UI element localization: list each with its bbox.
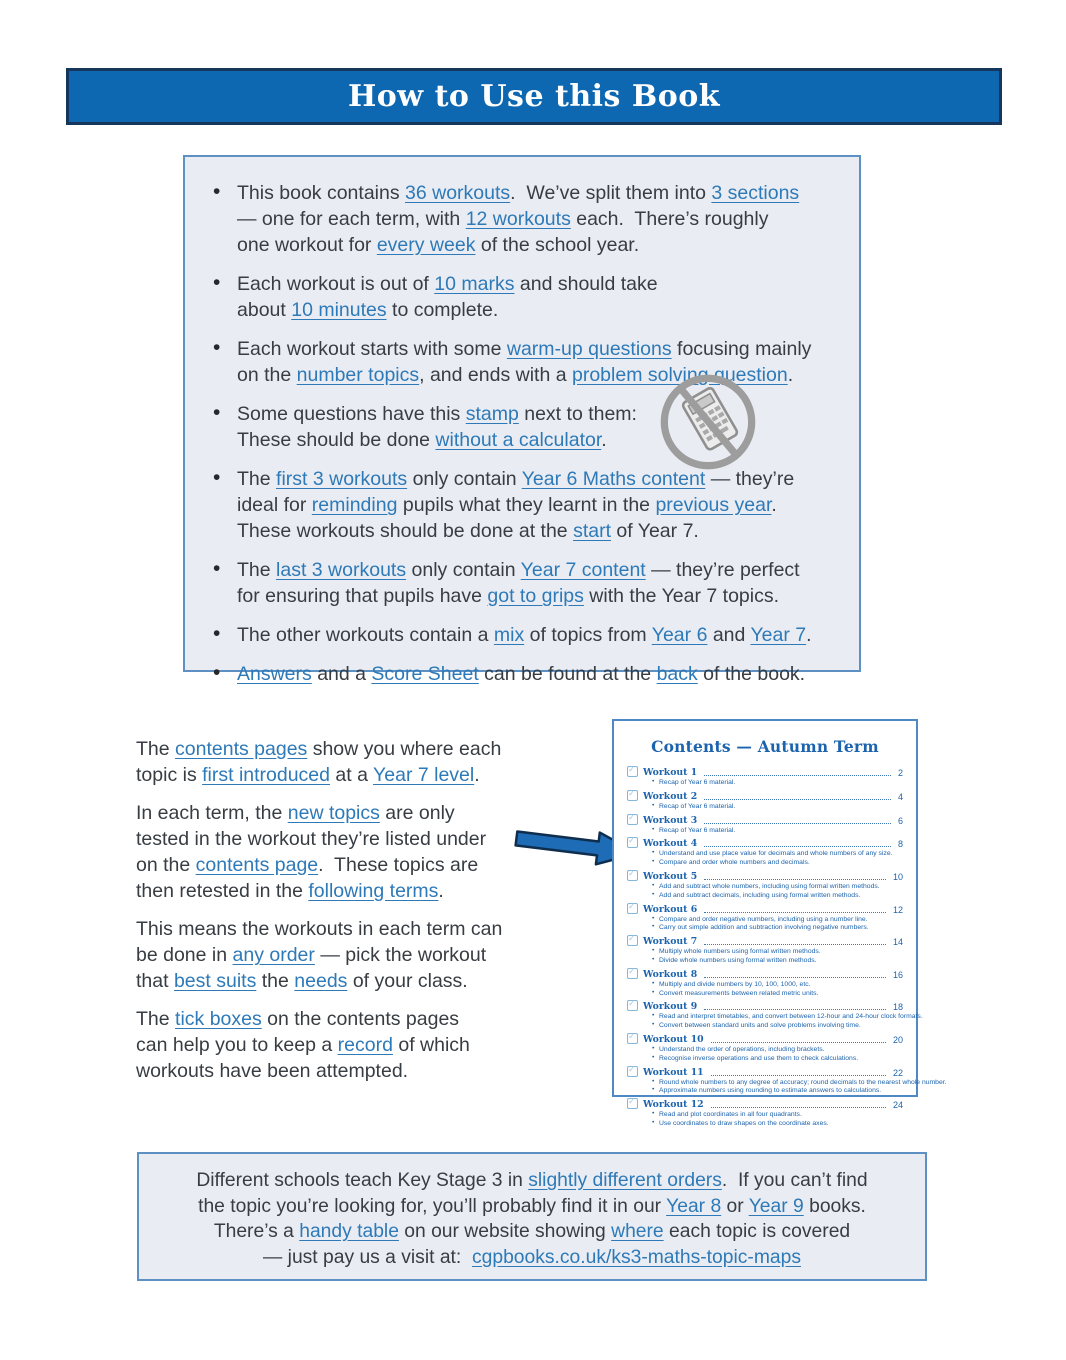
workout-page-number: 2	[897, 768, 903, 778]
workout-title: Workout 8	[643, 968, 698, 980]
workout-topics	[652, 1078, 947, 1097]
workout-title: Workout 10	[643, 1033, 704, 1045]
topic-item: • Approximate numbers using rounding to estimate answers to calculations.	[652, 1087, 903, 1096]
workout-row	[627, 1030, 903, 1045]
dotted-leader	[704, 1009, 886, 1010]
text-run: of the school year.	[475, 234, 640, 256]
workout-topics	[652, 948, 903, 966]
workout-title: Workout 12	[643, 1099, 704, 1111]
workout-title: Workout 2	[643, 790, 698, 802]
workout-checkbox[interactable]	[627, 1030, 638, 1044]
workout-page-number: 6	[897, 815, 903, 826]
workout-title: Workout 5	[643, 870, 698, 882]
dotted-leader	[704, 823, 891, 824]
link-text[interactable]: new topics	[287, 802, 380, 824]
checkmark-icon: ✓	[628, 1096, 636, 1107]
link-text[interactable]: 12 workouts	[465, 208, 571, 230]
link-text[interactable]: previous year	[655, 494, 772, 516]
link-text[interactable]: without a calculator	[435, 429, 602, 451]
text-run: , and ends with a	[419, 364, 572, 386]
text-run: next to them:	[518, 403, 637, 425]
text-run: In each term, the	[136, 802, 288, 824]
note-paragraph	[136, 800, 556, 904]
text-run: show you where each	[307, 738, 502, 760]
link-text[interactable]: contents page	[195, 854, 319, 876]
link-text[interactable]: 10 minutes	[291, 299, 387, 321]
link-text[interactable]: number topics	[296, 364, 420, 386]
workout-title: Workout 6	[643, 903, 698, 915]
workout-topics	[652, 1046, 903, 1064]
link-text[interactable]: record	[337, 1034, 393, 1056]
dotted-leader	[704, 977, 886, 978]
link-text[interactable]: Answers	[237, 663, 312, 685]
text-run: — one for each term, with	[237, 208, 466, 230]
text-run: .	[806, 624, 812, 646]
text-run: .	[474, 764, 480, 786]
workout-topics	[652, 850, 903, 868]
bullet-item	[207, 466, 845, 544]
link-text[interactable]: best suits	[173, 970, 257, 992]
text-run: This means the workouts in each term can	[136, 918, 503, 940]
dotted-leader	[711, 1107, 886, 1108]
link-text[interactable]: 10 marks	[434, 273, 515, 295]
link-text[interactable]: problem solving question	[571, 364, 788, 386]
text-run: Different schools teach Key Stage 3 in	[196, 1170, 529, 1191]
checkmark-icon: ✓	[628, 998, 636, 1009]
note-paragraph	[136, 736, 556, 788]
checkmark-icon: ✓	[628, 933, 636, 944]
link-text[interactable]: cgpbooks.co.uk/ks3-maths-topic-maps	[471, 1246, 801, 1268]
text-run: can be found at the	[478, 663, 657, 685]
link-text[interactable]: stamp	[465, 403, 519, 425]
link-text[interactable]: reminding	[311, 494, 398, 516]
workout-title: Workout 1	[643, 767, 698, 778]
workout-row	[627, 935, 903, 947]
link-text[interactable]: first introduced	[202, 764, 331, 786]
text-run: . We’ve split them into	[510, 182, 712, 204]
text-run: for ensuring that pupils have	[237, 585, 488, 607]
workout-checkbox[interactable]	[627, 1063, 638, 1077]
text-run: with the Year 7 topics.	[583, 585, 780, 607]
workout-row	[627, 867, 903, 882]
notes-column	[136, 736, 556, 1096]
topic-item: • Compare and order negative numbers, including using a number line.	[652, 916, 903, 925]
text-run: only contain	[407, 468, 522, 490]
bullet-item	[207, 557, 845, 609]
checkmark-icon: ✓	[628, 867, 636, 878]
link-text[interactable]: Year 7 content	[520, 559, 646, 581]
text-run: books.	[803, 1195, 866, 1217]
text-run: the	[256, 970, 295, 992]
dotted-leader	[711, 1042, 886, 1043]
text-run: The	[237, 559, 277, 581]
topic-item: • Understand the order of operations, including brackets.	[652, 1046, 903, 1055]
text-run: be done in	[136, 944, 233, 966]
text-run: tested in the workout they’re listed under	[136, 828, 487, 850]
text-run: Each workout starts with some	[237, 338, 507, 360]
workout-row	[627, 1063, 903, 1078]
link-text[interactable]: got to grips	[487, 585, 584, 607]
workout-topics	[652, 779, 903, 788]
workout-topics	[652, 1111, 903, 1129]
footer-box	[137, 1152, 927, 1281]
text-run: topic is	[136, 764, 203, 786]
topic-item: • Read and plot coordinates in all four quadrants.	[652, 1111, 903, 1120]
text-run: of Year 7.	[611, 520, 699, 542]
text-run: . If you can’t find	[721, 1170, 868, 1191]
workout-topics	[652, 1013, 923, 1031]
link-text[interactable]: following terms	[308, 880, 439, 902]
link-text[interactable]: Year 6	[651, 624, 708, 646]
text-run: These workouts should be done at the	[237, 520, 574, 542]
text-run: focusing mainly	[671, 338, 812, 360]
workout-checkbox[interactable]	[627, 867, 638, 881]
text-run: The	[136, 738, 176, 760]
text-run: are only	[379, 802, 455, 824]
workout-row	[627, 900, 903, 915]
workout-page-number: 24	[892, 1100, 903, 1111]
link-text[interactable]: needs	[294, 970, 348, 992]
link-text[interactable]: Year 7	[750, 624, 807, 646]
text-run: to complete.	[386, 299, 499, 321]
topic-item: • Recap of Year 6 material.	[652, 827, 903, 836]
text-run: on the contents pages	[261, 1008, 460, 1030]
workout-row	[627, 965, 903, 980]
dotted-leader	[704, 879, 886, 880]
link-text[interactable]: Year 9	[748, 1195, 804, 1217]
link-text[interactable]: any order	[232, 944, 315, 966]
workout-checkbox[interactable]	[627, 1000, 638, 1011]
text-run: — they’re perfect	[645, 559, 800, 581]
workout-row	[627, 837, 903, 849]
dotted-leader	[711, 1075, 886, 1076]
workout-page-number: 8	[897, 839, 903, 850]
link-text[interactable]: mix	[493, 624, 525, 646]
topic-item: • Compare and order whole numbers and decimals.	[652, 859, 903, 868]
text-run: only contain	[406, 559, 521, 581]
text-run: . These topics are	[318, 854, 479, 876]
workout-topics	[652, 883, 903, 901]
text-run: ideal for	[237, 494, 312, 516]
checkmark-icon: ✓	[628, 1030, 636, 1041]
workout-checkbox[interactable]	[627, 965, 638, 979]
workout-checkbox[interactable]	[627, 1098, 638, 1109]
workout-page-number: 12	[892, 904, 903, 915]
contents-list	[627, 764, 947, 1129]
text-run: the topic you’re looking for, you’ll probably find it in our	[198, 1195, 667, 1217]
workout-page-number: 14	[892, 937, 903, 948]
workout-checkbox[interactable]	[627, 787, 638, 801]
text-run: of topics from	[524, 624, 652, 646]
text-run: of your class.	[347, 970, 468, 992]
text-run: and a	[311, 663, 372, 685]
topic-item: • Understand and use place value for decimals and whole numbers of any size.	[652, 850, 903, 859]
workout-checkbox[interactable]	[627, 900, 638, 914]
link-text[interactable]: where	[611, 1221, 664, 1242]
link-text[interactable]: Year 6 Maths content	[521, 468, 706, 490]
header-banner	[66, 68, 1002, 125]
text-run: — they’re	[705, 468, 795, 490]
topic-item: • Recognise inverse operations and use them to check calculations.	[652, 1055, 903, 1064]
text-run: that	[136, 970, 174, 992]
topic-item: • Multiply and divide numbers by 10, 100, 1000, etc.	[652, 981, 903, 990]
workout-title: Workout 3	[643, 814, 698, 826]
text-run: — pick the workout	[314, 944, 487, 966]
text-run: of which	[392, 1034, 470, 1056]
link-text[interactable]: 36 workouts	[405, 182, 511, 204]
link-text[interactable]: Year 7 level	[373, 764, 475, 786]
topic-item: • Multiply whole numbers using formal written methods.	[652, 948, 903, 957]
link-text[interactable]: warm-up questions	[506, 338, 672, 360]
link-text[interactable]: Year 8	[666, 1195, 722, 1217]
workout-checkbox[interactable]	[627, 766, 638, 777]
text-run: .	[601, 429, 607, 451]
workout-title: Workout 4	[643, 838, 698, 850]
text-run: each topic is covered	[663, 1221, 851, 1242]
text-run: each. There’s roughly	[570, 208, 769, 230]
topic-item: • Add and subtract decimals, including using formal written methods.	[652, 892, 903, 901]
workout-checkbox[interactable]	[627, 811, 638, 825]
contents-panel	[612, 719, 947, 1127]
text-run: workouts have been attempted.	[136, 1060, 409, 1082]
text-run: pupils what they learnt in the	[397, 494, 656, 516]
text-run: can help you to keep a	[136, 1034, 338, 1056]
bullet-item	[207, 661, 845, 687]
workout-page-number: 18	[892, 1002, 903, 1013]
text-run: This book contains	[237, 182, 406, 204]
link-text[interactable]: start	[573, 520, 611, 542]
contents-title: Contents — Autumn Term	[651, 737, 879, 756]
link-text[interactable]: last 3 workouts	[276, 559, 407, 581]
link-text[interactable]: Score Sheet	[371, 663, 479, 685]
checkmark-icon: ✓	[628, 764, 636, 774]
text-run: The	[136, 1008, 176, 1030]
text-run: — just pay us a visit at:	[263, 1246, 472, 1268]
bullet-item	[207, 180, 845, 258]
link-text[interactable]: first 3 workouts	[276, 468, 408, 490]
dotted-leader	[704, 944, 886, 945]
checkmark-icon: ✓	[628, 835, 636, 846]
topic-item: • Recap of Year 6 material.	[652, 803, 903, 812]
workout-page-number: 20	[892, 1034, 903, 1045]
text-run: The	[237, 468, 277, 490]
workout-topics	[652, 803, 903, 812]
checkmark-icon: ✓	[628, 787, 636, 798]
footer-text	[139, 1168, 925, 1270]
text-run: The other workouts contain a	[237, 624, 494, 646]
link-text[interactable]: tick boxes	[175, 1008, 262, 1030]
workout-checkbox[interactable]	[627, 837, 638, 848]
workout-checkbox[interactable]	[627, 935, 638, 946]
text-run: one workout for	[237, 234, 377, 256]
text-run: .	[787, 364, 794, 386]
note-paragraph	[136, 916, 556, 994]
text-run: These should be done	[237, 429, 436, 451]
text-run: Some questions have this	[237, 403, 466, 425]
link-text[interactable]: contents pages	[175, 738, 308, 760]
workout-row	[627, 787, 903, 802]
topic-item: • Carry out simple addition and subtraction involving negative numbers.	[652, 924, 903, 933]
checkmark-icon: ✓	[628, 811, 636, 822]
workout-title: Workout 11	[643, 1066, 704, 1078]
text-run: and should take	[514, 273, 658, 295]
text-run: There’s a	[213, 1221, 300, 1242]
note-paragraph	[136, 1006, 556, 1084]
workout-page-number: 4	[897, 791, 903, 802]
topic-item: • Divide whole numbers using formal written methods.	[652, 957, 903, 966]
text-run: on our website showing	[398, 1221, 612, 1242]
workout-page-number: 16	[892, 969, 903, 980]
text-run: Each workout is out of	[237, 273, 435, 295]
text-run: on the	[237, 364, 297, 386]
topic-item: • Add and subtract whole numbers, including using formal written methods.	[652, 883, 903, 892]
workout-topics	[652, 981, 903, 999]
text-run: .	[438, 880, 444, 902]
workout-topics	[652, 916, 903, 934]
checkmark-icon: ✓	[628, 1063, 636, 1074]
dotted-leader	[704, 799, 891, 800]
link-text[interactable]: 3 sections	[711, 182, 800, 204]
text-run: on the	[136, 854, 196, 876]
topic-item: • Use coordinates to draw shapes on the coordinate axes.	[652, 1120, 903, 1129]
workout-title: Workout 9	[643, 1001, 698, 1013]
link-text[interactable]: handy table	[299, 1221, 399, 1242]
text-run: then retested in the	[136, 880, 309, 902]
topic-item: • Convert between standard units and solve problems involving time.	[652, 1022, 903, 1031]
workout-row	[627, 811, 903, 826]
workout-row	[627, 766, 903, 778]
text-run: and	[707, 624, 751, 646]
bullet-item	[207, 271, 845, 323]
topic-item: • Read and interpret timetables, and convert between 12-hour and 24-hour clock formats.	[652, 1013, 903, 1022]
workout-row	[627, 1098, 903, 1110]
link-text[interactable]: slightly different orders	[528, 1170, 722, 1191]
link-text[interactable]: every week	[376, 234, 476, 256]
text-run: about	[237, 299, 292, 321]
checkmark-icon: ✓	[628, 965, 636, 976]
workout-title: Workout 7	[643, 936, 698, 948]
bullet-item	[207, 622, 845, 648]
workout-page-number: 22	[892, 1067, 903, 1078]
text-run: at a	[330, 764, 374, 786]
page-title: How to Use this Book	[347, 79, 721, 114]
workout-page-number: 10	[892, 871, 903, 882]
dotted-leader	[704, 846, 891, 847]
workout-topics	[652, 827, 903, 836]
topic-item: • Recap of Year 6 material.	[652, 779, 903, 788]
dotted-leader	[704, 775, 891, 776]
checkmark-icon: ✓	[628, 900, 636, 911]
text-run: of the book.	[697, 663, 806, 685]
link-text[interactable]: back	[656, 663, 698, 685]
dotted-leader	[704, 912, 886, 913]
no-calculator-stamp-icon	[656, 370, 760, 474]
text-run: or	[721, 1195, 749, 1217]
workout-row	[627, 1000, 903, 1012]
text-run: .	[771, 494, 777, 516]
topic-item: • Round whole numbers to any degree of accuracy; round decimals to the nearest whole number.	[652, 1079, 903, 1088]
topic-item: • Convert measurements between related metric units.	[652, 990, 903, 999]
